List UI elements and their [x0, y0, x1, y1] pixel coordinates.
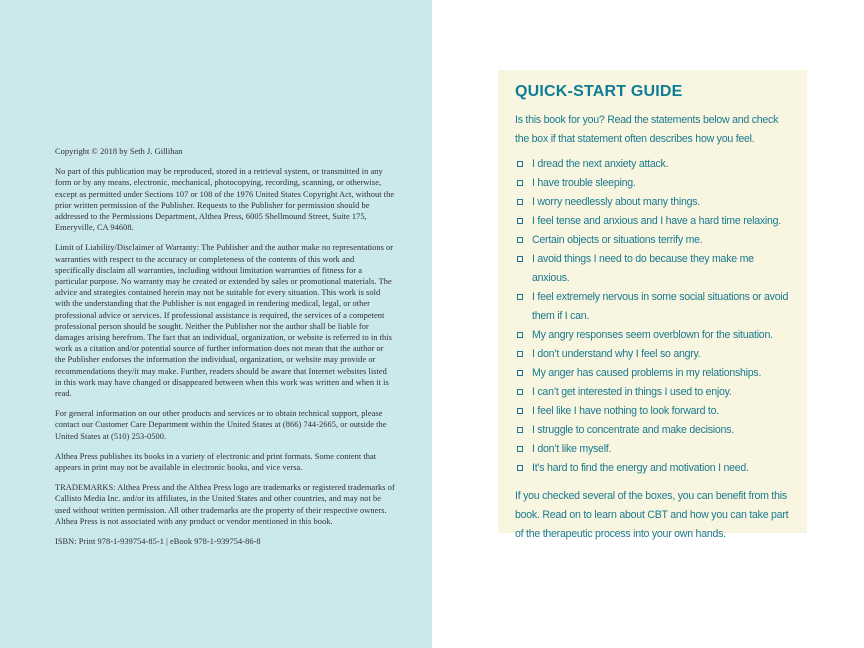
intro-text: Is this book for you? Read the statements below and check the box if that statement often describes how you feel.	[515, 114, 779, 145]
checkbox-icon	[517, 256, 523, 262]
checklist-item	[515, 345, 790, 364]
checklist-item	[515, 155, 790, 174]
checkbox-icon	[517, 446, 523, 452]
checklist-item-label: I don’t understand why I feel so angry.	[532, 348, 701, 360]
checklist-item	[515, 326, 790, 345]
checklist-item	[515, 174, 790, 193]
checkbox-icon	[517, 180, 523, 186]
copyright-line: Copyright © 2018 by Seth J. Gillihan	[55, 147, 183, 156]
customer-care-info: For general information on our other products and services or to obtain technical support, please contact our Customer Care Department within the United States at (866) 744-2665, or outside the United States at (510) 253-0500.	[55, 409, 387, 441]
checklist-item-label: I don’t like myself.	[532, 443, 612, 455]
checklist-item-label: My anger has caused problems in my relationships.	[532, 367, 762, 379]
checkbox-icon	[517, 199, 523, 205]
checkbox-icon	[517, 332, 523, 338]
checklist-item	[515, 440, 790, 459]
reproduction-notice: No part of this publication may be reproduced, stored in a retrieval system, or transmitted in any form or by any means, electronic, mechanical, photocopying, recording, scanning, or otherwise, except as permitted under Sections 107 or 108 of the 1976 United States Copyright Act, without the prior written permission of the Publisher. Requests to the Publisher for permission should be addressed to the Permissions Department, Althea Press, 6005 Shellmound Street, Suite 175, Emeryville, CA 94608.	[55, 167, 395, 233]
checklist-item	[515, 250, 790, 288]
trademarks-notice: TRADEMARKS: Althea Press and the Althea Press logo are trademarks or registered trademarks of Callisto Media Inc. and/or its affiliates, in the United States and other countries, and may not be used without written permission. All other trademarks are the property of their respective owners. Althea Press is not associated with any product or vendor mentioned in this book.	[55, 483, 395, 526]
checkbox-icon	[517, 237, 523, 243]
checkbox-icon	[517, 389, 523, 395]
checklist-item	[515, 231, 790, 250]
checkbox-icon	[517, 218, 523, 224]
formats-notice: Althea Press publishes its books in a variety of electronic and print formats. Some content that appears in print may not be available in electronic books, and vice versa.	[55, 451, 377, 473]
quick-start-page	[432, 0, 864, 648]
checkbox-icon	[517, 370, 523, 376]
checkbox-icon	[517, 161, 523, 167]
checklist-item-label: I can’t get interested in things I used to enjoy.	[532, 386, 732, 398]
liability-disclaimer: Limit of Liability/Disclaimer of Warranty: The Publisher and the author make no representations or warranties with respect to the accuracy or completeness of the contents of this work and specifically disclaim all warranties, including without limitation warranties of fitness for a particular purpose. No warranty may be created or extended by sales or promotional materials. The advice and strategies contained herein may not be suitable for every situation. This work is sold with the understanding that the Publisher is not engaged in rendering medical, legal, or other professional advice or services. If professional assistance is required, the services of a competent professional person should be sought. Neither the Publisher nor the author shall be liable for damages arising herefrom. The fact that an individual, organization, or website is referred to in this work as a citation and/or potential source of further information does not mean that the author or the Publisher endorses the information the individual, organization, or website may provide or recommendations they/it may make. Further, readers should be aware that Internet websites listed in this work may have changed or disappeared between when this work was written and when it is read.	[55, 243, 394, 399]
checklist-item-label: I feel tense and anxious and I have a hard time relaxing.	[532, 215, 781, 227]
checklist-item-label: Certain objects or situations terrify me.	[532, 234, 703, 246]
checklist-item-label: I have trouble sleeping.	[532, 177, 636, 189]
checklist-item	[515, 383, 790, 402]
checklist-item-label: My angry responses seem overblown for the situation.	[532, 329, 773, 341]
checklist-item	[515, 421, 790, 440]
checklist-item-label: I feel like I have nothing to look forward to.	[532, 405, 719, 417]
checklist-item	[515, 288, 790, 326]
checklist-item	[515, 193, 790, 212]
quick-start-guide-box	[498, 70, 807, 540]
checklist-item-label: I dread the next anxiety attack.	[532, 158, 669, 170]
checklist-item	[515, 459, 790, 478]
checklist-item-label: I worry needlessly about many things.	[532, 196, 700, 208]
checkbox-icon	[517, 351, 523, 357]
checkbox-icon	[517, 427, 523, 433]
checklist-item-label: I feel extremely nervous in some social situations or avoid them if I can.	[532, 291, 789, 322]
outro-text: If you checked several of the boxes, you can benefit from this book. Read on to learn about CBT and how you can take part of the therapeutic process into your own hands.	[515, 490, 789, 540]
checklist-item	[515, 364, 790, 383]
checkbox-icon	[517, 294, 523, 300]
isbn-line: ISBN: Print 978-1-939754-85-1 | eBook 978-1-939754-86-8	[55, 537, 261, 547]
copyright-text-block	[0, 0, 397, 547]
checkbox-icon	[517, 465, 523, 471]
checklist-item	[515, 212, 790, 231]
checklist-item-label: It’s hard to find the energy and motivation I need.	[532, 462, 749, 474]
checklist-item-label: I avoid things I need to do because they make me anxious.	[532, 253, 754, 284]
checklist-item	[515, 402, 790, 421]
page-title: QUICK-START GUIDE	[515, 83, 683, 100]
symptom-checklist	[515, 155, 790, 478]
checklist-item-label: I struggle to concentrate and make decisions.	[532, 424, 734, 436]
checkbox-icon	[517, 408, 523, 414]
